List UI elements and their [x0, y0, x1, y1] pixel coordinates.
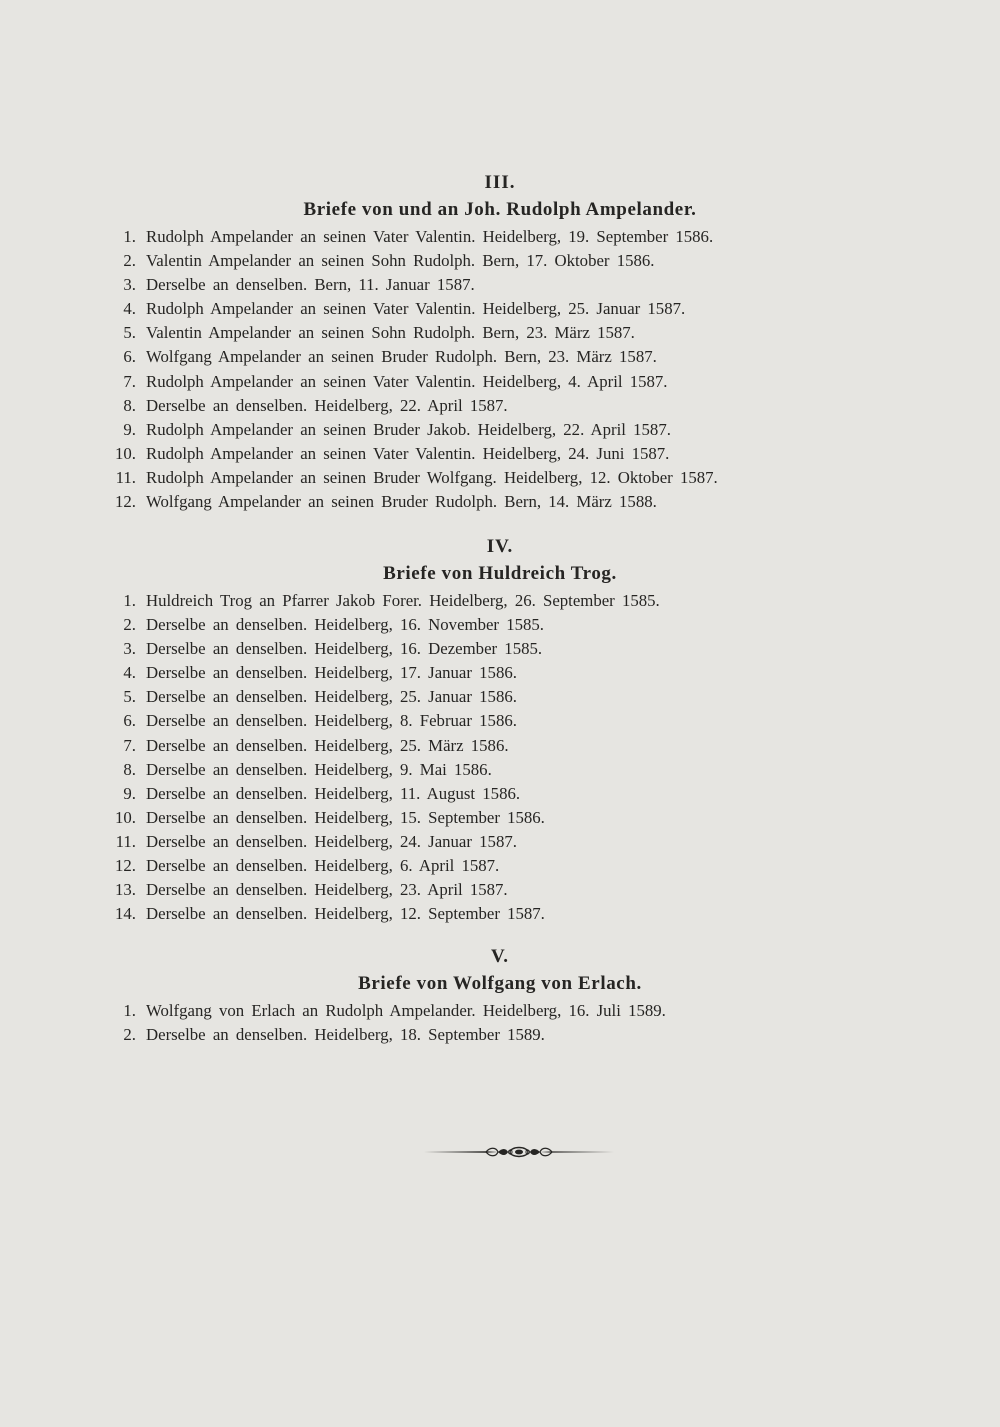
entry-number: 7. — [123, 735, 136, 755]
letter-entry — [0, 661, 1000, 685]
letter-entry — [0, 297, 1000, 321]
entry-number: 2. — [123, 615, 136, 635]
letter-entry — [0, 249, 1000, 273]
letter-list — [0, 589, 1000, 926]
entry-text: Derselbe an denselben. Heidelberg, 12. September 1587. — [146, 904, 545, 924]
entry-text: Rudolph Ampelander an seinen Vater Valentin. Heidelberg, 19. September 1586. — [146, 227, 714, 246]
letter-entry — [0, 370, 1000, 394]
section-number: IV. — [486, 536, 514, 557]
entry-number: 1. — [123, 591, 136, 610]
entry-text: Derselbe an denselben. Heidelberg, 25. Januar 1586. — [146, 687, 517, 707]
letter-entry — [0, 685, 1000, 709]
entry-text: Huldreich Trog an Pfarrer Jakob Forer. Heidelberg, 26. September 1585. — [146, 591, 660, 610]
entry-number: 1. — [123, 227, 136, 246]
letter-entry — [0, 442, 1000, 466]
entry-text: Derselbe an denselben. Heidelberg, 25. März 1586. — [146, 735, 509, 755]
entry-number: 9. — [123, 783, 136, 803]
entry-number: 2. — [123, 1025, 136, 1045]
letter-entry — [0, 709, 1000, 733]
entry-number: 2. — [123, 251, 136, 271]
entry-number: 1. — [123, 1001, 136, 1020]
entry-text: Derselbe an denselben. Heidelberg, 11. August 1586. — [146, 783, 521, 803]
letter-list — [0, 999, 1000, 1047]
entry-text: Derselbe an denselben. Heidelberg, 24. Januar 1587. — [146, 831, 517, 851]
letter-entry — [0, 782, 1000, 806]
entry-number: 3. — [123, 275, 136, 295]
letter-entry — [0, 806, 1000, 830]
entry-text: Derselbe an denselben. Bern, 11. Januar 1587. — [146, 275, 475, 295]
section-iv — [0, 535, 1000, 926]
entry-number: 12. — [115, 856, 136, 876]
letter-entry — [0, 999, 1000, 1023]
entry-number: 10. — [115, 443, 136, 463]
letter-list — [0, 225, 1000, 514]
entry-text: Derselbe an denselben. Heidelberg, 6. April 1587. — [146, 856, 500, 876]
entry-text: Wolfgang von Erlach an Rudolph Ampelander. Heidelberg, 16. Juli 1589. — [146, 1001, 666, 1020]
entry-text: Valentin Ampelander an seinen Sohn Rudolph. Bern, 17. Oktober 1586. — [146, 251, 655, 271]
letter-entry — [0, 830, 1000, 854]
entry-text: Derselbe an denselben. Heidelberg, 15. September 1586. — [146, 807, 545, 827]
entry-number: 6. — [123, 347, 136, 367]
entry-number: 5. — [123, 687, 136, 707]
letter-entry — [0, 490, 1000, 514]
section-iii — [0, 171, 1000, 514]
entry-text: Derselbe an denselben. Heidelberg, 8. Februar 1586. — [146, 711, 517, 731]
entry-text: Rudolph Ampelander an seinen Bruder Jakob. Heidelberg, 22. April 1587. — [146, 419, 671, 439]
letter-entry — [0, 273, 1000, 297]
letter-entry — [0, 321, 1000, 345]
entry-text: Derselbe an denselben. Heidelberg, 9. Mai 1586. — [146, 759, 492, 779]
entry-text: Derselbe an denselben. Heidelberg, 18. September 1589. — [146, 1025, 545, 1045]
letter-entry — [0, 345, 1000, 369]
entry-number: 7. — [123, 371, 136, 391]
letter-entry — [0, 589, 1000, 613]
entry-number: 3. — [123, 639, 136, 659]
entry-text: Derselbe an denselben. Heidelberg, 16. Dezember 1585. — [146, 639, 543, 659]
entry-number: 13. — [115, 880, 136, 900]
section-v — [0, 945, 1000, 1047]
entry-number: 12. — [115, 492, 136, 512]
entry-number: 8. — [123, 395, 136, 415]
letter-entry — [0, 394, 1000, 418]
letter-entry — [0, 902, 1000, 926]
letter-entry — [0, 854, 1000, 878]
letter-entry — [0, 878, 1000, 902]
entry-number: 11. — [115, 831, 136, 851]
entry-number: 5. — [123, 323, 136, 343]
letter-entry — [0, 613, 1000, 637]
section-title: Briefe von und an Joh. Rudolph Ampelander. — [303, 199, 697, 220]
entry-number: 14. — [115, 904, 136, 924]
section-number: V. — [490, 946, 510, 967]
section-title: Briefe von Huldreich Trog. — [383, 563, 617, 584]
letter-entry — [0, 734, 1000, 758]
entry-number: 4. — [123, 299, 136, 319]
entry-number: 11. — [115, 467, 136, 487]
letter-entry — [0, 758, 1000, 782]
letter-entry — [0, 225, 1000, 249]
letter-entry — [0, 637, 1000, 661]
entry-text: Derselbe an denselben. Heidelberg, 23. April 1587. — [146, 880, 508, 900]
entry-text: Rudolph Ampelander an seinen Bruder Wolfgang. Heidelberg, 12. Oktober 1587. — [146, 467, 718, 487]
entry-text: Rudolph Ampelander an seinen Vater Valentin. Heidelberg, 24. Juni 1587. — [146, 443, 670, 463]
scroll-ornament-icon — [424, 1144, 614, 1160]
entry-text: Wolfgang Ampelander an seinen Bruder Rudolph. Bern, 23. März 1587. — [146, 347, 657, 367]
letter-entry — [0, 418, 1000, 442]
letter-entry — [0, 1023, 1000, 1047]
entry-text: Rudolph Ampelander an seinen Vater Valentin. Heidelberg, 4. April 1587. — [146, 371, 668, 391]
entry-number: 4. — [123, 663, 136, 683]
entry-text: Rudolph Ampelander an seinen Vater Valentin. Heidelberg, 25. Januar 1587. — [146, 299, 686, 319]
entry-number: 10. — [115, 807, 136, 827]
entry-text: Derselbe an denselben. Heidelberg, 16. November 1585. — [146, 615, 544, 635]
section-number: III. — [484, 172, 516, 193]
entry-text: Derselbe an denselben. Heidelberg, 22. April 1587. — [146, 395, 508, 415]
section-title: Briefe von Wolfgang von Erlach. — [358, 973, 642, 994]
letter-entry — [0, 466, 1000, 490]
entry-number: 9. — [123, 419, 136, 439]
entry-number: 6. — [123, 711, 136, 731]
entry-number: 8. — [123, 759, 136, 779]
entry-text: Valentin Ampelander an seinen Sohn Rudolph. Bern, 23. März 1587. — [146, 323, 635, 343]
entry-text: Derselbe an denselben. Heidelberg, 17. Januar 1586. — [146, 663, 517, 683]
entry-text: Wolfgang Ampelander an seinen Bruder Rudolph. Bern, 14. März 1588. — [146, 492, 657, 512]
